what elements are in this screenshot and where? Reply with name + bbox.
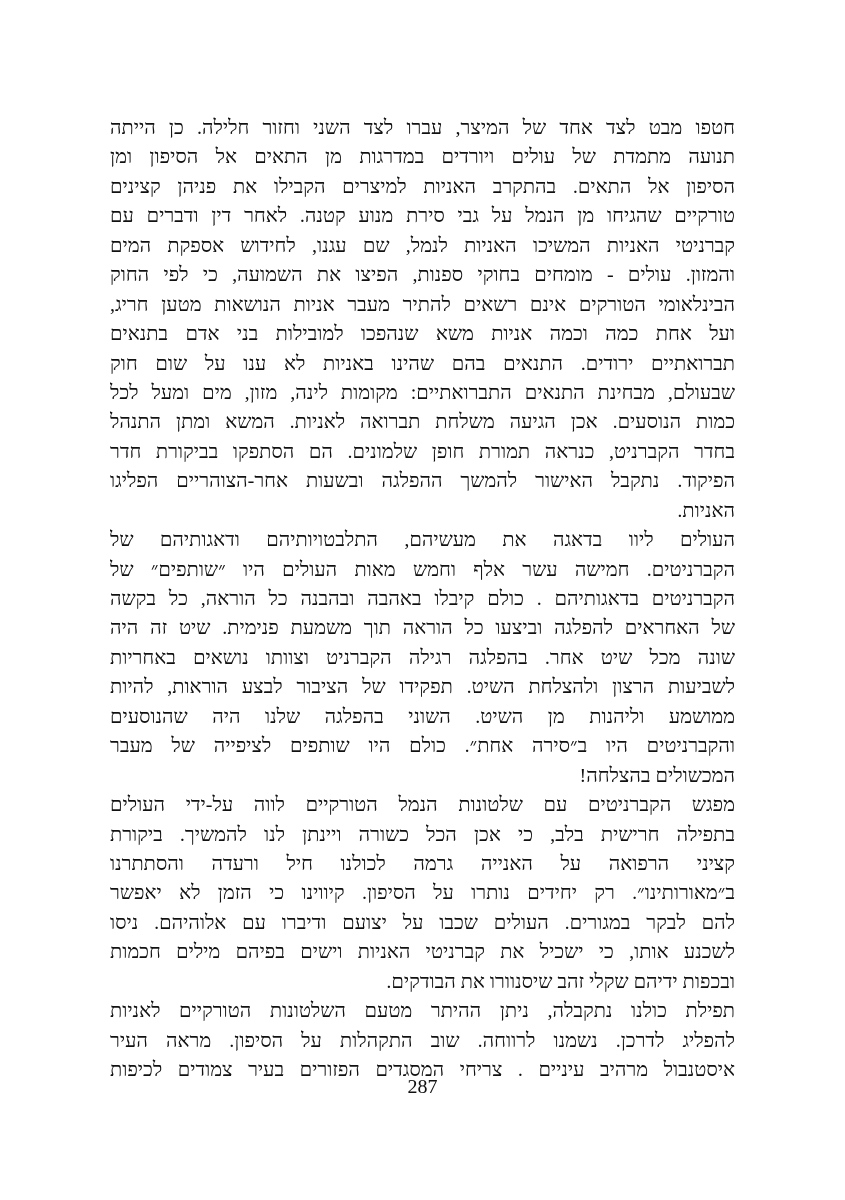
text-line: מפגש הקברניטים עם שלטונות הנמל הטורקיים לווה על-ידי העולים xyxy=(110,794,735,817)
text-line: בחדר הקברניט, כנראה תמורת חופן שלמונים. הם הסתפקו בביקורת חדר xyxy=(110,440,735,463)
text-line: המכשולים בהצלחה! xyxy=(579,764,735,787)
text-line: להם לבקר במגורים. העולים שכבו על יצועם ודיברו עם אלוהיהם. ניסו xyxy=(110,911,735,934)
text-line: הבינלאומי הטורקים אינם רשאים להתיר מעבר אניות הנושאות מטען חריג, xyxy=(110,293,735,316)
text-line: תנועה מתמדת של עולים ויורדים במדרגות מן התאים אל הסיפון ומן xyxy=(110,146,735,169)
text-line: של האחראים להפלגה וביצעו כל הוראה תוך משמעת פנימית. שיט זה היה xyxy=(110,617,735,640)
text-line: טורקיים שהגיחו מן הנמל על גבי סירת מנוע קטנה. לאחר דין ודברים עם xyxy=(110,205,735,228)
text-line: הקברניטים. חמישה עשר אלף וחמש מאות העולים היו ״שותפים״ של xyxy=(110,558,735,581)
text-line: ובכפות ידיהם שקלי זהב שיסנוורו את הבודקים. xyxy=(386,970,735,993)
body-text xyxy=(110,114,735,1085)
text-line: שבעולם, מבחינת התנאים התברואתיים: מקומות לינה, מזון, מים ומעל לכל xyxy=(110,381,735,404)
text-line: להפליג לדרכן. נשמנו לרווחה. שוב התקהלות על הסיפון. מראה העיר xyxy=(110,1029,735,1052)
text-line: ב״מאורותינו״. רק יחידים נותרו על הסיפון. קיווינו כי הזמן לא יאפשר xyxy=(110,882,735,905)
text-line: תברואתיים ירודים. התנאים בהם שהינו באניות לא ענו על שום חוק xyxy=(110,352,735,375)
text-line: והקברניטים היו ב״סירה אחת״. כולם היו שותפים לציפייה של מעבר xyxy=(110,735,735,758)
text-line: לשביעות הרצון ולהצלחת השיט. תפקידו של הציבור לבצע הוראות, להיות xyxy=(110,676,735,699)
page-number: 287 xyxy=(407,1076,438,1098)
text-line: הפיקוד. נתקבל האישור להמשך ההפלגה ובשעות אחר-הצוהריים הפליגו xyxy=(110,470,735,493)
text-line: קציני הרפואה על האנייה גרמה לכולנו חיל ורעדה והסתתרנו xyxy=(110,852,735,875)
text-line: האניות. xyxy=(677,499,735,522)
text-line: הסיפון אל התאים. בהתקרב האניות למיצרים הקבילו את פניהן קצינים xyxy=(110,175,735,198)
text-line: ממושמע וליהנות מן השיט. השוני בהפלגה שלנו היה שהנוסעים xyxy=(110,705,735,728)
text-line: כמות הנוסעים. אכן הגיעה משלחת תברואה לאניות. המשא ומתן התנהל xyxy=(110,411,735,434)
text-line: קברניטי האניות המשיכו האניות לנמל, שם עגנו, לחידוש אספקת המים xyxy=(110,234,735,257)
text-line: שונה מכל שיט אחר. בהפלגה רגילה הקברניט וצוותו נושאים באחריות xyxy=(110,646,735,669)
text-line: והמזון. עולים - מומחים בחוקי ספנות, הפיצו את השמועה, כי לפי החוק xyxy=(110,264,735,287)
text-line: לשכנע אותו, כי ישכיל את קברניטי האניות וישים בפיהם מילים חכמות xyxy=(110,941,735,964)
text-line: ועל אחת כמה וכמה אניות משא שנהפכו למובילות בני אדם בתנאים xyxy=(110,323,735,346)
text-line: הקברניטים בדאגותיהם . כולם קיבלו באהבה ובהבנה כל הוראה, כל בקשה xyxy=(110,588,735,610)
text-line: העולים ליוו בדאגה את מעשיהם, התלבטויותיהם ודאגותיהם של xyxy=(110,529,735,552)
text-line: חטפו מבט לצד אחד של המיצר, עברו לצד השני וחזור חלילה. כן הייתה xyxy=(110,117,735,139)
text-line: תפילת כולנו נתקבלה, ניתן ההיתר מטעם השלטונות הטורקיים לאניות xyxy=(110,1000,735,1023)
text-line: בתפילה חרישית בלב, כי אכן הכל כשורה ויינתן לנו להמשיך. ביקורת xyxy=(110,823,735,846)
text-line: איסטנבול מרהיב עיניים . צריחי המסגדים הפזורים בעיר צמודים לכיפות xyxy=(110,1059,735,1081)
